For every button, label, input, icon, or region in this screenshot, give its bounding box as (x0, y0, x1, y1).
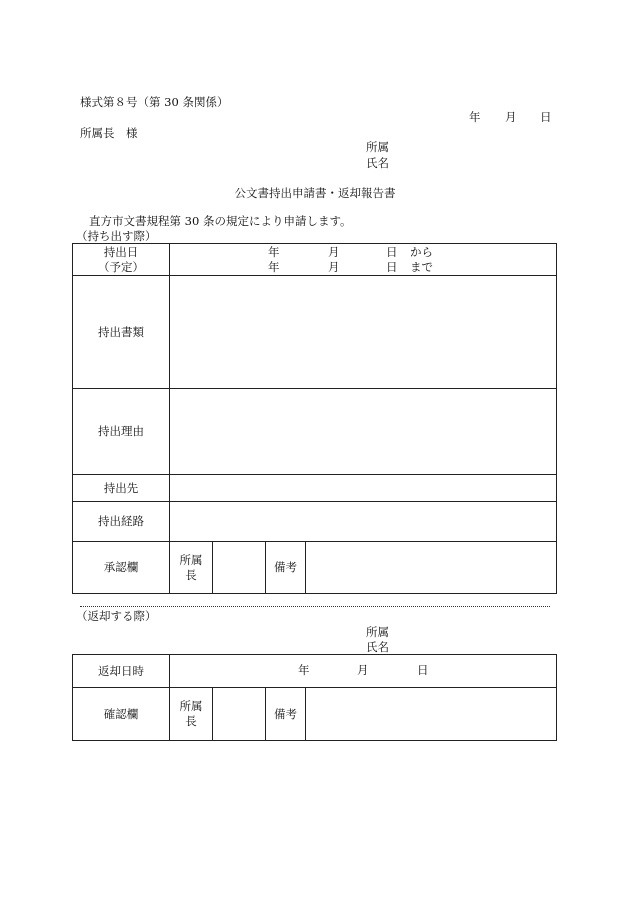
applicant-name-label: 氏名 (366, 156, 389, 170)
return-month: 月 (357, 663, 369, 677)
from-suffix: から (410, 245, 433, 259)
return-datetime-value[interactable] (170, 655, 557, 688)
to-month: 月 (328, 260, 340, 274)
destination-field[interactable] (170, 475, 557, 502)
applicant-affiliation-label: 所属 (366, 140, 389, 154)
confirm-chief-seal[interactable] (213, 688, 266, 741)
confirm-label: 確認欄 (73, 688, 170, 741)
return-datetime-label: 返却日時 (73, 655, 170, 688)
approval-remarks-field[interactable] (306, 542, 557, 594)
confirm-remarks-label: 備考 (266, 688, 306, 741)
destination-label: 持出先 (73, 475, 170, 502)
return-affiliation-label: 所属 (366, 625, 389, 639)
confirm-chief-label: 所属 長 (170, 688, 213, 741)
from-day: 日 (386, 245, 398, 259)
documents-label: 持出書類 (73, 276, 170, 389)
confirm-remarks-field[interactable] (306, 688, 557, 741)
dotted-separator (80, 606, 550, 607)
return-name-label: 氏名 (366, 640, 389, 654)
header-date-year: 年 (469, 110, 481, 124)
from-month: 月 (328, 245, 340, 259)
takeout-table (72, 243, 557, 594)
intro-text: 直方市文書規程第 30 条の規定により申請します。 (89, 214, 352, 228)
document-title: 公文書持出申請書・返却報告書 (234, 186, 396, 200)
to-year: 年 (268, 260, 280, 274)
header-date-day: 日 (540, 110, 552, 124)
to-day: 日 (386, 260, 398, 274)
reason-field[interactable] (170, 389, 557, 475)
takeout-date-label: 持出日 （予定） (73, 244, 170, 276)
return-year: 年 (298, 663, 310, 677)
approval-label: 承認欄 (73, 542, 170, 594)
takeout-date-value[interactable] (170, 244, 557, 276)
to-suffix: まで (410, 260, 433, 274)
return-day: 日 (417, 663, 429, 677)
takeout-section-label: （持ち出す際） (76, 229, 157, 243)
reason-label: 持出理由 (73, 389, 170, 475)
addressee: 所属長 様 (80, 126, 138, 140)
approval-chief-label: 所属 長 (170, 542, 213, 594)
from-year: 年 (268, 245, 280, 259)
route-field[interactable] (170, 502, 557, 542)
approval-chief-seal[interactable] (213, 542, 266, 594)
return-table (72, 654, 557, 741)
form-number: 様式第８号（第 30 条関係） (80, 95, 229, 109)
documents-field[interactable] (170, 276, 557, 389)
header-date-month: 月 (505, 110, 517, 124)
route-label: 持出経路 (73, 502, 170, 542)
return-section-label: （返却する際） (76, 609, 157, 623)
approval-remarks-label: 備考 (266, 542, 306, 594)
